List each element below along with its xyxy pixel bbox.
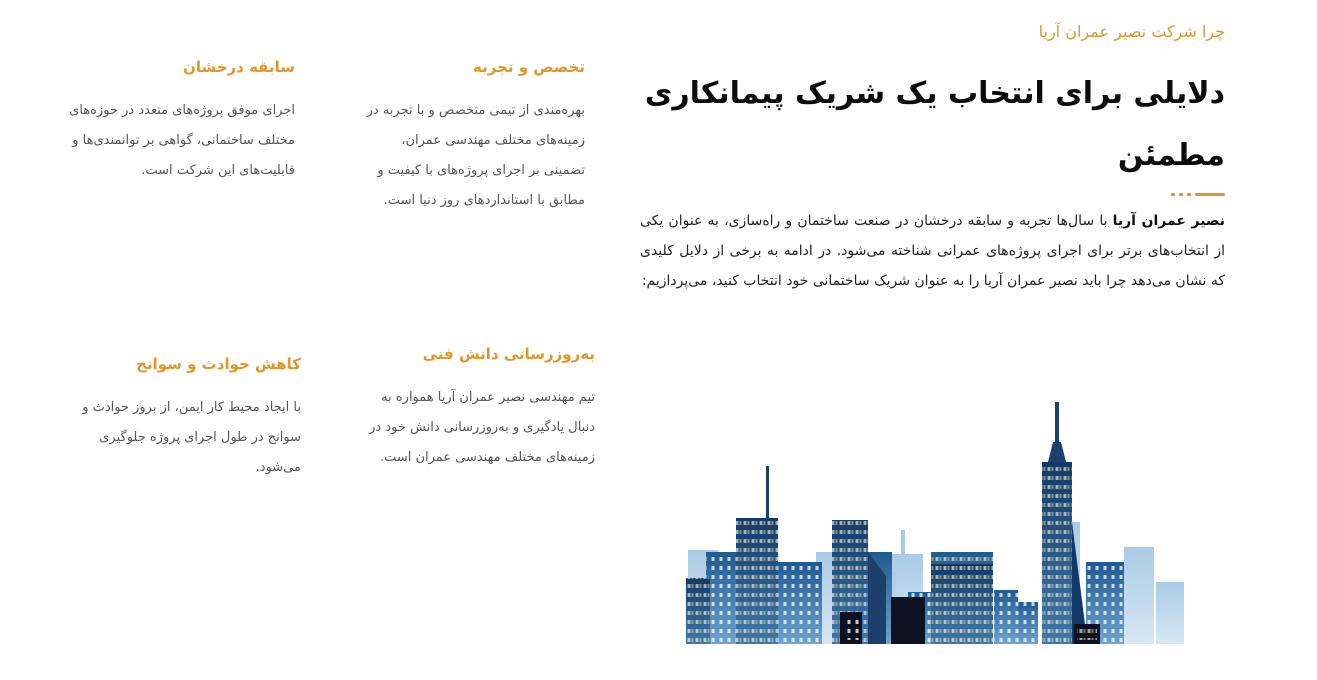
feature-text: بهره‌مندی از تیمی متخصص و با تجربه در زمینه‌های مختلف مهندسی عمران، تضمینی بر اجرای پروژه‌های با کیفیت و مطابق با استانداردهای روز دنیا است. (366, 103, 585, 208)
feature-knowledge-update (355, 345, 595, 473)
company-name: نصیر عمران آریا (1112, 213, 1225, 229)
headline-line-2: مطمئن (1117, 138, 1225, 173)
feature-title: به‌روزرسانی دانش فنی (422, 345, 595, 363)
divider-bar (1195, 193, 1225, 196)
intro-text: با سال‌ها تجربه و سابقه درخشان در صنعت ساختمان و راه‌سازی، به عنوان یکی از انتخاب‌های برتر برای اجرای پروژه‌های عمرانی شناخته می‌شود. در ادامه به برخی از دلایل کلیدی که نشان می‌دهد چرا باید نصیر عمران آریا را به عنوان شریک ساختمانی خود انتخاب کنید، می‌پردازیم: (640, 213, 1225, 289)
feature-title: سابقه درخشان (183, 58, 295, 76)
divider-dot (1187, 193, 1191, 196)
divider-dot (1179, 193, 1183, 196)
divider-dot (1171, 193, 1175, 196)
intro-block (640, 22, 1225, 296)
feature-text: با ایجاد محیط کار ایمن، از بروز حوادث و سوانح در طول اجرای پروژه جلوگیری می‌شود. (82, 400, 301, 475)
feature-text: تیم مهندسی نصیر عمران آریا همواره به دنبال یادگیری و به‌روزرسانی دانش خود در زمینه‌های مختلف مهندسی عمران است. (369, 390, 595, 465)
feature-text: اجرای موفق پروژه‌های متعدد در حوزه‌های مختلف ساختمانی، گواهی بر توانمندی‌ها و قابلیت‌های این شرکت است. (69, 103, 295, 178)
feature-title: تخصص و تجربه (473, 58, 585, 76)
headline-line-1: دلایلی برای انتخاب یک شریک پیمانکاری (644, 76, 1225, 111)
intro-paragraph (640, 206, 1225, 296)
title-divider (640, 193, 1225, 196)
feature-title: کاهش حوادث و سوانح (136, 355, 301, 373)
city-skyline-icon (686, 402, 1186, 644)
feature-expertise (365, 58, 585, 216)
feature-safety (81, 355, 301, 483)
section-eyebrow: چرا شرکت نصیر عمران آریا (1038, 22, 1225, 41)
feature-track-record (65, 58, 295, 186)
section-headline (640, 63, 1225, 187)
